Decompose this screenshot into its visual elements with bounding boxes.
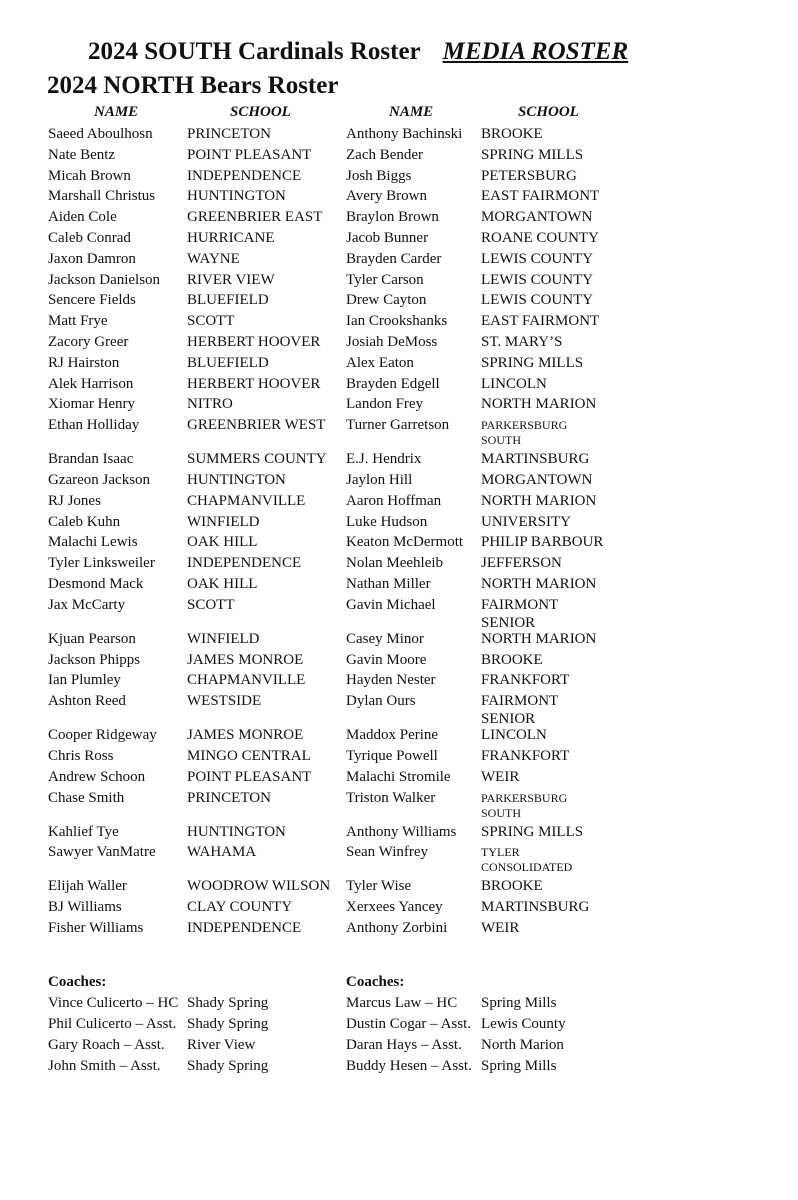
table-row: [0, 332, 798, 353]
south-player-name: Micah Brown: [48, 167, 131, 184]
north-player-name: Turner Garretson: [346, 417, 450, 434]
south-player-name: Alek Harrison: [48, 375, 134, 392]
south-player-school: GREENBRIER WEST: [187, 417, 326, 434]
north-coach-school: Spring Mills: [481, 1058, 557, 1074]
south-player-name: Marshall Christus: [48, 188, 156, 205]
south-player-name: Ashton Reed: [48, 693, 126, 710]
table-row: [0, 767, 798, 788]
south-player-name: Malachi Lewis: [48, 534, 138, 551]
north-coach-name: Buddy Hesen – Asst.: [346, 1058, 472, 1074]
north-player-name: Nolan Meehleib: [346, 555, 444, 572]
north-player-school: MORGANTOWN: [481, 471, 593, 488]
table-row: [0, 249, 798, 270]
north-player-name: Brayden Carder: [346, 250, 442, 267]
south-player-school: GREENBRIER EAST: [187, 209, 323, 226]
south-player-school: CHAPMANVILLE: [187, 492, 306, 509]
south-player-name: Jackson Phipps: [48, 651, 141, 668]
south-school-header: SCHOOL: [230, 104, 291, 120]
south-player-school: HERBERT HOOVER: [187, 333, 321, 350]
south-player-name: Matt Frye: [48, 313, 108, 330]
south-player-name: Ethan Holliday: [48, 417, 140, 434]
north-player-school: WEIR: [481, 768, 520, 785]
south-coach-school: Shady Spring: [187, 995, 269, 1011]
table-row: [0, 290, 798, 311]
north-player-name: Ian Crookshanks: [346, 313, 448, 330]
north-player-school: FAIRMONT SENIOR: [481, 693, 558, 728]
north-coach-name: Daran Hays – Asst.: [346, 1037, 462, 1053]
north-player-name: Anthony Bachinski: [346, 126, 463, 142]
north-roster-title: 2024 NORTH Bears Roster: [47, 72, 339, 99]
north-player-school: WEIR: [481, 919, 520, 936]
south-player-name: Kjuan Pearson: [48, 630, 136, 647]
south-player-name: Gzareon Jackson: [48, 471, 151, 488]
south-coach-name: Gary Roach – Asst.: [48, 1037, 165, 1053]
north-player-school: SPRING MILLS: [481, 823, 584, 840]
table-row: [0, 746, 798, 767]
south-roster-title: [88, 38, 628, 66]
table-row: [0, 470, 798, 491]
north-player-name: Drew Cayton: [346, 292, 427, 309]
south-player-school: OAK HILL: [187, 575, 258, 592]
north-player-school: PARKERSBURG SOUTH: [481, 418, 568, 448]
south-player-name: Caleb Conrad: [48, 229, 131, 246]
south-player-name: Brandan Isaac: [48, 451, 134, 468]
north-player-school: PETERSBURG: [481, 167, 577, 184]
north-coach-school: North Marion: [481, 1037, 564, 1053]
coach-row: [0, 993, 798, 1014]
south-player-name: BJ Williams: [48, 899, 122, 916]
table-row: [0, 166, 798, 187]
north-player-name: Gavin Moore: [346, 651, 427, 668]
south-player-name: Jackson Danielson: [48, 271, 161, 288]
south-player-school: INDEPENDENCE: [187, 919, 302, 936]
north-player-school: MARTINSBURG: [481, 451, 590, 468]
north-player-name: Casey Minor: [346, 630, 424, 647]
south-player-school: WESTSIDE: [187, 693, 262, 710]
south-player-school: WAHAMA: [187, 844, 257, 861]
south-player-school: POINT PLEASANT: [187, 146, 312, 163]
south-player-name: Fisher Williams: [48, 919, 144, 936]
north-player-name: Luke Hudson: [346, 513, 428, 530]
table-row: [0, 725, 798, 746]
table-row: [0, 897, 798, 918]
north-coach-school: Lewis County: [481, 1016, 566, 1032]
south-player-school: HURRICANE: [187, 229, 275, 246]
table-row: [0, 842, 798, 876]
table-row: [0, 207, 798, 228]
south-player-school: POINT PLEASANT: [187, 768, 312, 785]
north-player-name: Josiah DeMoss: [346, 333, 438, 350]
south-player-name: RJ Hairston: [48, 354, 120, 371]
coach-row: [0, 1014, 798, 1035]
north-player-name: Nathan Miller: [346, 575, 431, 592]
south-player-school: NITRO: [187, 396, 233, 413]
north-player-name: Avery Brown: [346, 188, 427, 205]
south-player-school: SCOTT: [187, 313, 235, 330]
north-player-name: Landon Frey: [346, 396, 424, 413]
north-coach-name: Marcus Law – HC: [346, 995, 458, 1011]
south-title-text: 2024 SOUTH Cardinals Roster: [88, 38, 421, 65]
north-player-school: MORGANTOWN: [481, 209, 593, 226]
south-player-name: Chris Ross: [48, 747, 114, 764]
south-player-school: BLUEFIELD: [187, 354, 269, 371]
south-player-school: INDEPENDENCE: [187, 555, 302, 572]
north-coach-school: Spring Mills: [481, 995, 557, 1011]
table-row: [0, 876, 798, 897]
south-player-school: RIVER VIEW: [187, 271, 275, 288]
south-player-school: WINFIELD: [187, 513, 260, 530]
north-name-header: NAME: [389, 104, 434, 120]
coaches-table: [0, 972, 798, 1077]
south-player-school: OAK HILL: [187, 534, 258, 551]
north-player-name: Braylon Brown: [346, 209, 439, 226]
north-player-school: LINCOLN: [481, 375, 547, 392]
south-player-school: SCOTT: [187, 596, 235, 613]
south-player-name: Chase Smith: [48, 789, 125, 806]
north-player-school: NORTH MARION: [481, 492, 597, 509]
north-player-school: MARTINSBURG: [481, 899, 590, 916]
table-row: [0, 574, 798, 595]
north-player-name: Tyrique Powell: [346, 747, 438, 764]
south-player-school: WOODROW WILSON: [187, 878, 331, 895]
table-row: [0, 595, 798, 629]
coach-row: [0, 1035, 798, 1056]
table-row: [0, 788, 798, 822]
south-player-name: Cooper Ridgeway: [48, 727, 157, 744]
north-player-name: Anthony Williams: [346, 823, 457, 840]
table-row: [0, 918, 798, 939]
south-player-name: Elijah Waller: [48, 878, 127, 895]
north-player-name: E.J. Hendrix: [346, 451, 422, 468]
north-school-header: SCHOOL: [518, 104, 579, 120]
south-coach-school: Shady Spring: [187, 1016, 269, 1032]
north-player-name: Dylan Ours: [346, 693, 416, 710]
coaches-header-row: [0, 972, 798, 993]
table-row: [0, 491, 798, 512]
south-player-name: Sencere Fields: [48, 292, 136, 309]
table-row: [0, 228, 798, 249]
table-row: [0, 394, 798, 415]
south-player-school: PRINCETON: [187, 789, 271, 806]
south-coach-school: River View: [187, 1037, 256, 1053]
south-player-name: Xiomar Henry: [48, 396, 136, 413]
north-player-school: ROANE COUNTY: [481, 229, 599, 246]
north-player-school: EAST FAIRMONT: [481, 188, 600, 205]
north-player-school: LEWIS COUNTY: [481, 292, 594, 309]
north-player-name: Sean Winfrey: [346, 844, 429, 861]
south-player-name: Saeed Aboulhosn: [48, 126, 153, 142]
south-coach-name: John Smith – Asst.: [48, 1058, 161, 1074]
north-player-school: PHILIP BARBOUR: [481, 534, 604, 551]
north-player-name: Alex Eaton: [346, 354, 414, 371]
south-coach-school: Shady Spring: [187, 1058, 269, 1074]
table-row: [0, 532, 798, 553]
south-player-name: Aiden Cole: [48, 209, 117, 226]
south-player-school: MINGO CENTRAL: [187, 747, 311, 764]
north-player-school: BROOKE: [481, 651, 543, 668]
south-name-header: NAME: [94, 104, 139, 120]
north-player-name: Aaron Hoffman: [346, 492, 442, 509]
south-player-school: HUNTINGTON: [187, 823, 286, 840]
north-player-school: LINCOLN: [481, 727, 547, 744]
north-player-name: Jacob Bunner: [346, 229, 429, 246]
south-player-school: PRINCETON: [187, 126, 271, 142]
south-player-school: JAMES MONROE: [187, 727, 304, 744]
north-player-name: Xerxees Yancey: [346, 899, 443, 916]
south-player-name: Jaxon Damron: [48, 250, 136, 267]
north-player-school: BROOKE: [481, 126, 543, 142]
south-player-name: RJ Jones: [48, 492, 101, 509]
north-player-name: Malachi Stromile: [346, 768, 451, 785]
north-player-name: Zach Bender: [346, 146, 424, 163]
south-player-school: JAMES MONROE: [187, 651, 304, 668]
south-player-name: Andrew Schoon: [48, 768, 146, 785]
south-player-school: CHAPMANVILLE: [187, 672, 306, 689]
north-player-school: FAIRMONT SENIOR: [481, 596, 558, 631]
north-player-name: Gavin Michael: [346, 596, 436, 613]
south-player-school: HUNTINGTON: [187, 188, 286, 205]
south-player-school: WAYNE: [187, 250, 240, 267]
south-coaches-label: Coaches:: [48, 974, 107, 990]
north-player-school: FRANKFORT: [481, 672, 570, 689]
table-row: [0, 449, 798, 470]
south-player-name: Nate Bentz: [48, 146, 116, 163]
table-row: [0, 670, 798, 691]
table-row: [0, 353, 798, 374]
table-row: [0, 512, 798, 533]
table-row: [0, 374, 798, 395]
south-player-name: Desmond Mack: [48, 575, 144, 592]
north-player-school: LEWIS COUNTY: [481, 250, 594, 267]
north-player-school: UNIVERSITY: [481, 513, 571, 530]
table-row: [0, 553, 798, 574]
table-row: [0, 270, 798, 291]
north-player-name: Hayden Nester: [346, 672, 436, 689]
south-player-name: Sawyer VanMatre: [48, 844, 156, 861]
north-player-name: Tyler Carson: [346, 271, 424, 288]
table-row: [0, 415, 798, 449]
north-player-school: SPRING MILLS: [481, 354, 584, 371]
north-player-name: Brayden Edgell: [346, 375, 440, 392]
north-player-name: Keaton McDermott: [346, 534, 464, 551]
table-row: [0, 311, 798, 332]
north-player-name: Maddox Perine: [346, 727, 439, 744]
north-player-name: Tyler Wise: [346, 878, 412, 895]
north-player-name: Jaylon Hill: [346, 471, 413, 488]
south-player-school: CLAY COUNTY: [187, 899, 293, 916]
south-player-name: Caleb Kuhn: [48, 513, 121, 530]
north-player-school: NORTH MARION: [481, 396, 597, 413]
north-player-school: SPRING MILLS: [481, 146, 584, 163]
north-player-school: TYLER CONSOLIDATED: [481, 845, 573, 875]
north-player-school: PARKERSBURG SOUTH: [481, 790, 568, 820]
south-player-name: Kahlief Tye: [48, 823, 119, 840]
south-player-school: HUNTINGTON: [187, 471, 286, 488]
south-player-school: INDEPENDENCE: [187, 167, 302, 184]
south-player-school: BLUEFIELD: [187, 292, 269, 309]
north-player-school: NORTH MARION: [481, 575, 597, 592]
table-row: [0, 186, 798, 207]
north-player-school: ST. MARY’S: [481, 333, 563, 350]
north-player-school: BROOKE: [481, 878, 543, 895]
north-player-school: LEWIS COUNTY: [481, 271, 594, 288]
table-row: [0, 629, 798, 650]
table-row: [0, 124, 798, 145]
table-row: [0, 691, 798, 728]
north-player-name: Triston Walker: [346, 789, 436, 806]
media-roster-label: MEDIA ROSTER: [442, 38, 629, 65]
south-player-name: Zacory Greer: [48, 333, 129, 350]
roster-table: [0, 124, 798, 939]
table-row: [0, 650, 798, 671]
coach-row: [0, 1056, 798, 1077]
south-player-name: Tyler Linksweiler: [48, 555, 155, 572]
north-player-school: JEFFERSON: [481, 555, 562, 572]
north-player-name: Anthony Zorbini: [346, 919, 448, 936]
south-player-school: WINFIELD: [187, 630, 260, 647]
south-coach-name: Vince Culicerto – HC: [48, 995, 179, 1011]
table-row: [0, 145, 798, 166]
north-player-school: EAST FAIRMONT: [481, 313, 600, 330]
north-player-school: NORTH MARION: [481, 630, 597, 647]
south-player-school: SUMMERS COUNTY: [187, 451, 327, 468]
south-player-name: Ian Plumley: [48, 672, 121, 689]
north-player-school: FRANKFORT: [481, 747, 570, 764]
north-coaches-label: Coaches:: [346, 974, 405, 990]
south-player-name: Jax McCarty: [48, 596, 126, 613]
north-player-name: Josh Biggs: [346, 167, 412, 184]
north-coach-name: Dustin Cogar – Asst.: [346, 1016, 472, 1032]
south-player-school: HERBERT HOOVER: [187, 375, 321, 392]
table-row: [0, 822, 798, 843]
south-coach-name: Phil Culicerto – Asst.: [48, 1016, 177, 1032]
